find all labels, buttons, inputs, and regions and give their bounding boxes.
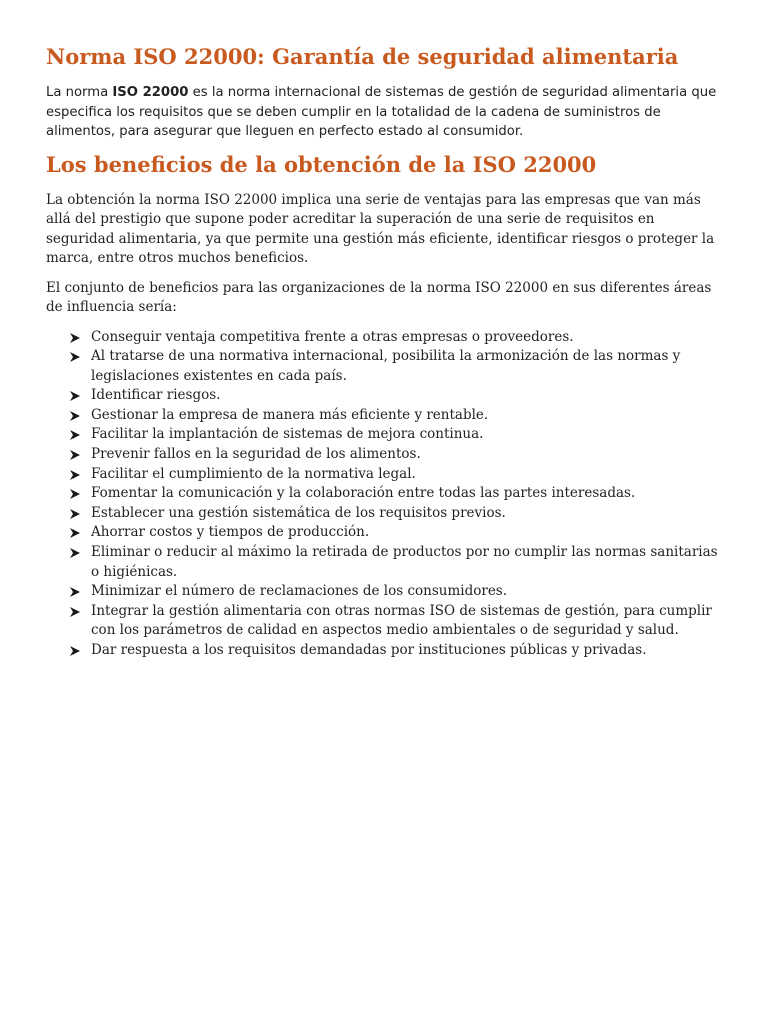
- document-page: [46, 44, 722, 661]
- list-item-text: Identificar riesgos.: [91, 387, 221, 404]
- section-title: Los beneficios de la obtención de la ISO 22000: [46, 151, 597, 177]
- list-item: [70, 523, 722, 543]
- list-item: [70, 602, 722, 641]
- intro-paragraph: [46, 83, 722, 142]
- list-item-text: Integrar la gestión alimentaria con otras normas ISO de sistemas de gestión, para cumplir con los parámetros de calidad en aspectos medio ambientales o de seguridad y salud.: [91, 602, 712, 639]
- intro-suffix: es la norma internacional de sistemas de gestión de seguridad alimentaria que especifica los requisitos que se deben cumplir en la totalidad de la cadena de suministros de alimentos, para asegurar que lleguen en perfecto estado al consumidor.: [46, 85, 717, 139]
- list-item: [70, 465, 722, 485]
- document-title: Norma ISO 22000: Garantía de seguridad alimentaria: [46, 44, 679, 69]
- list-item-text: Al tratarse de una normativa internacional, posibilita la armonización de las normas y legislaciones existentes en cada país.: [91, 348, 681, 384]
- arrowhead-bullet-icon: [70, 333, 80, 343]
- list-item: [70, 543, 722, 582]
- arrowhead-bullet-icon: [70, 430, 80, 440]
- list-item: [70, 445, 722, 465]
- arrowhead-bullet-icon: [70, 391, 80, 401]
- arrowhead-bullet-icon: [70, 528, 80, 538]
- list-item-text: Facilitar la implantación de sistemas de mejora continua.: [91, 426, 484, 443]
- list-item: [70, 328, 722, 348]
- arrowhead-bullet-icon: [70, 548, 80, 558]
- list-item-text: Gestionar la empresa de manera más eficiente y rentable.: [91, 406, 489, 423]
- list-item-text: Prevenir fallos en la seguridad de los alimentos.: [91, 446, 421, 463]
- arrowhead-bullet-icon: [70, 352, 80, 362]
- arrowhead-bullet-icon: [70, 509, 80, 519]
- list-item: [70, 425, 722, 445]
- list-item-text: Eliminar o reducir al máximo la retirada de productos por no cumplir las normas sanitarias o higiénicas.: [91, 544, 718, 580]
- list-item-text: Dar respuesta a los requisitos demandadas por instituciones públicas y privadas.: [91, 642, 647, 658]
- list-item-text: Establecer una gestión sistemática de los requisitos previos.: [91, 504, 506, 521]
- intro-prefix: La norma: [46, 85, 113, 100]
- intro-emphasis: ISO 22000: [112, 85, 189, 100]
- list-item: [70, 347, 722, 386]
- arrowhead-bullet-icon: [70, 489, 80, 499]
- list-item-text: Ahorrar costos y tiempos de producción.: [91, 524, 370, 541]
- arrowhead-bullet-icon: [70, 411, 80, 421]
- list-item-text: Minimizar el número de reclamaciones de los consumidores.: [91, 583, 508, 600]
- list-item: [70, 582, 722, 602]
- list-item-text: Facilitar el cumplimiento de la normativa legal.: [91, 465, 416, 482]
- list-item: [70, 386, 722, 406]
- arrowhead-bullet-icon: [70, 646, 80, 656]
- arrowhead-bullet-icon: [70, 587, 80, 597]
- arrowhead-bullet-icon: [70, 450, 80, 460]
- benefits-paragraph-2: El conjunto de beneficios para las organizaciones de la norma ISO 22000 en sus diferentes áreas de influencia sería:: [46, 279, 712, 315]
- list-item-text: Conseguir ventaja competitiva frente a otras empresas o proveedores.: [91, 328, 574, 345]
- list-item: [70, 504, 722, 524]
- arrowhead-bullet-icon: [70, 470, 80, 480]
- list-item: [70, 484, 722, 504]
- list-item: [70, 406, 722, 426]
- benefits-list: [46, 328, 722, 661]
- arrowhead-bullet-icon: [70, 607, 80, 617]
- list-item-text: Fomentar la comunicación y la colaboración entre todas las partes interesadas.: [91, 485, 636, 502]
- benefits-paragraph-1: La obtención la norma ISO 22000 implica una serie de ventajas para las empresas que van más allá del prestigio que supone poder acreditar la superación de una serie de requisitos en seguridad alimentaria, ya que permite una gestión más eficiente, identificar riesgos o proteger la marca, entre otros muchos beneficios.: [46, 191, 715, 266]
- list-item: [70, 641, 722, 661]
